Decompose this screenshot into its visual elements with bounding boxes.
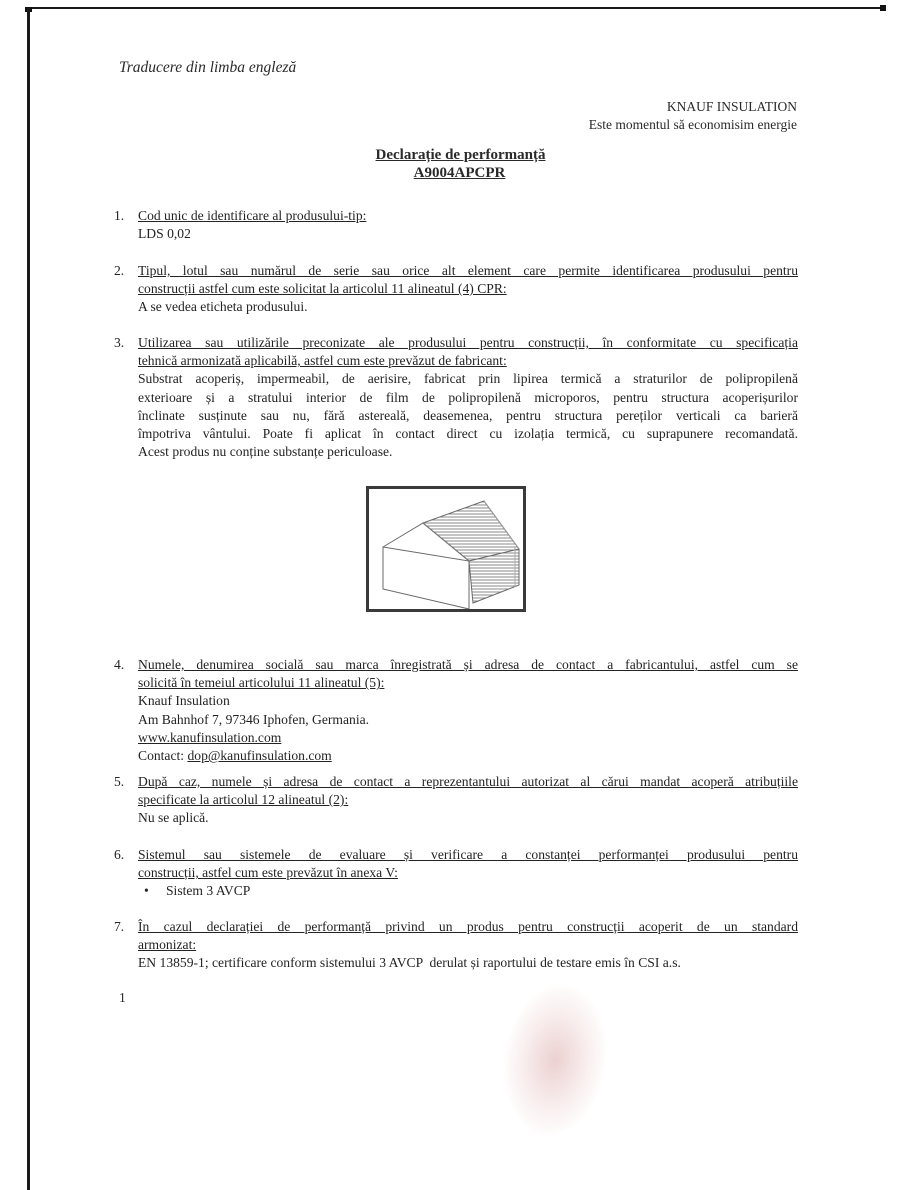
scan-border-top (27, 7, 885, 9)
section-number: 6. (114, 847, 125, 862)
section-number: 1. (114, 208, 125, 223)
section-heading: Sistemul sau sistemele de evaluare și verificare a constanței performanței produsului pentru construcții, astfel cum este prevăzut în anexa V: (138, 847, 798, 881)
section-number: 2. (114, 263, 125, 278)
manufacturer-name: Knauf Insulation (138, 693, 230, 709)
section-number: 3. (114, 335, 125, 350)
contact-label: Contact: (138, 748, 188, 764)
bullet-icon: • (144, 883, 149, 899)
scan-border-left (27, 8, 30, 1190)
section-body (138, 692, 798, 765)
section-body: Nu se aplică. (138, 810, 209, 826)
section-body: LDS 0,02 (138, 226, 191, 242)
company-name: KNAUF INSULATION (666, 99, 797, 114)
bullet-item: • Sistem 3 AVCP (138, 882, 798, 900)
section-1 (114, 207, 798, 243)
scan-border-corner-right (880, 5, 886, 11)
manufacturer-website-link[interactable]: www.kanufinsulation.com (138, 729, 282, 745)
translation-note: Traducere din limba engleză (119, 59, 297, 76)
house-roof-membrane-figure (366, 486, 526, 612)
section-body: EN 13859-1; certificare conform sistemului 3 AVCP derulat și raportului de testare emis în CSI a.s. (138, 955, 681, 971)
section-number: 5. (114, 774, 125, 789)
section-heading: În cazul declarației de performanță privind un produs pentru construcții acoperit de un standard armonizat: (138, 919, 798, 953)
section-heading: Numele, denumirea socială sau marca înregistrată și adresa de contact a fabricantului, astfel cum se solicită în temeiul articolului 11 alineatul (5): (138, 657, 798, 691)
section-number: 7. (114, 919, 125, 934)
section-3 (114, 334, 798, 461)
company-block (589, 98, 797, 134)
company-slogan: Este momentul să economisim energie (588, 117, 797, 132)
section-6 (114, 846, 798, 901)
contact-line (138, 747, 798, 765)
section-heading: După caz, numele și adresa de contact a reprezentantului autorizat al cărui mandat acoperă atribuțiile specificate la articolul 12 alineatul (2): (138, 774, 798, 808)
document-title (0, 146, 919, 182)
contact-email-link[interactable]: dop@kanufinsulation.com (187, 748, 332, 764)
document-code: A9004APCPR (413, 165, 506, 181)
section-7 (114, 918, 798, 973)
manufacturer-address: Am Bahnhof 7, 97346 Iphofen, Germania. (138, 711, 370, 727)
section-2 (114, 262, 798, 317)
section-5 (114, 773, 798, 828)
section-body (138, 882, 798, 900)
house-roof-membrane-icon (369, 489, 523, 609)
scan-stain (495, 979, 615, 1141)
section-body: Substrat acoperiș, impermeabil, de aerisire, fabricat prin lipirea termică a straturilor de polipropilenă exterioare și a stratului interior de film de polipropilenă microporos, pentru structura acoperișurilor înclinate susținute sau nu, fără astereală, deasemenea, pentru structura pereților verticali ca barieră împotriva vântului. Poate fi aplicat în contact direct cu izolația termică, cu suprapunere recomandată. Acest produs nu conține substanțe periculoase. (138, 371, 798, 460)
section-4 (114, 656, 798, 765)
section-number: 4. (114, 657, 125, 672)
document-title-text: Declarație de performanță (375, 147, 546, 163)
section-heading: Tipul, lotul sau numărul de serie sau orice alt element care permite identificarea produsului pentru construcții astfel cum este solicitat la articolul 11 alineatul (4) CPR: (138, 263, 798, 297)
section-heading: Utilizarea sau utilizările preconizate ale produsului pentru construcții, în conformitate cu specificația tehnică armonizată aplicabilă, astfel cum este prevăzut de fabricant: (138, 335, 798, 369)
section-body: A se vedea eticheta produsului. (138, 299, 308, 315)
section-heading: Cod unic de identificare al produsului-tip: (138, 208, 367, 223)
page-number: 1 (119, 990, 126, 1005)
